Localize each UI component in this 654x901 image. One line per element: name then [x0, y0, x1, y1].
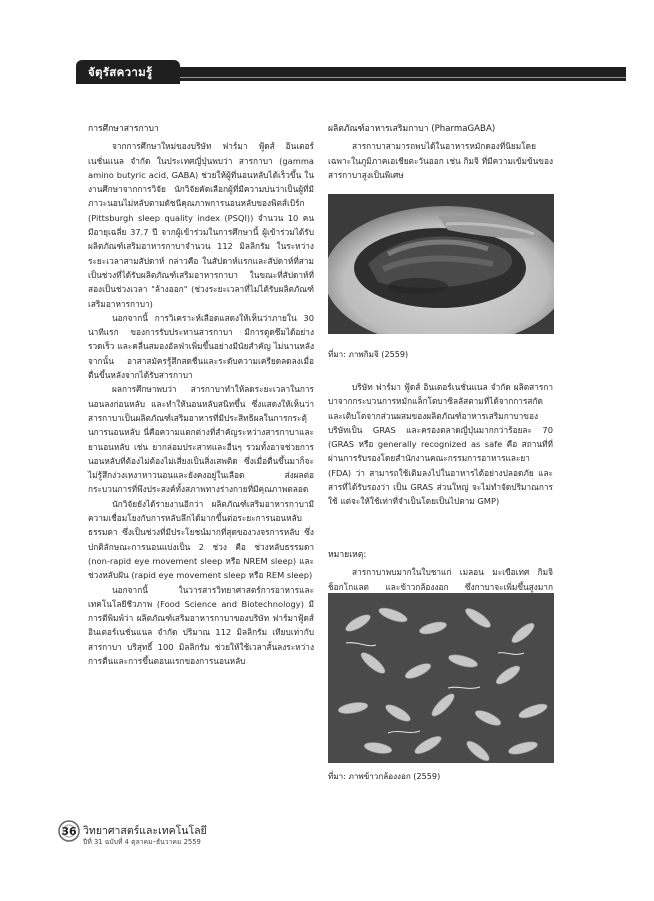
header-divider	[180, 77, 626, 78]
magazine-title: วิทยาศาสตร์และเทคโนโลยี	[83, 825, 207, 837]
paragraph: จากการศึกษาใหม่ของบริษัท ฟาร์มา ฟู้ดส์ อินเตอร์เนชั่นแนล จำกัด ในประเทศญี่ปุ่นพบว่า สารกาบา (gamma amino butyric acid, GABA) ช่วยให้ผู้ที่นอนหลับได้เร็วขึ้น ในงานศึกษาจากการวิจัย นักวิจัยคัดเลือกผู้ที่มีความบ่นว่าเป็นผู้ที่มีภาวะนอนไม่หลับตามดัชนีคุณภาพการนอนหลับของพิตส์เบิร์ก (Pittsburgh sleep quality index (PSQI)) จำนวน 10 คน มีอายุเฉลี่ย 37.7 ปี จากผู้เข้าร่วมในการศึกษานี้ ผู้เข้าร่วมได้รับผลิตภัณฑ์เสริมอาหารกาบาจำนวน 112 มิลลิกรัม ในระหว่างระยะเวลาสามสัปดาห์ กล่าวคือ ในสัปดาห์แรกและสัปดาห์ที่สามเป็นช่วงที่ได้รับผลิตภัณฑ์เสริมอาหารกาบา ในขณะที่สัปดาห์ที่สองเป็นช่วงเวลา "ล้างออก" (ช่วงระยะเวลาที่ไม่ได้รับผลิตภัณฑ์เสริมอาหารกาบา)	[88, 141, 314, 309]
page-number: 36	[61, 825, 77, 838]
issue-info: ปีที่ 31 ฉบับที่ 4 ตุลาคม–ธันวาคม 2559	[83, 838, 201, 846]
kimchi-photo-graphic	[328, 194, 554, 334]
paragraph: สารกาบาสามารถพบได้ในอาหารหมักดองที่นิยมโดยเฉพาะในภูมิภาคเอเชียตะวันออก เช่น กิมจิ ที่มีความเข้มข้นของสารกาบาสูงเป็นพิเศษ	[328, 141, 553, 180]
paragraph: ผลการศึกษาพบว่า สารกาบาทำให้ลดระยะเวลาในการนอนลงก่อนหลับ และทำให้นอนหลับสนิทขึ้น ซึ่งแสดงให้เห็นว่าสารกาบาเป็นผลิตภัณฑ์เสริมอาหารที่มีประสิทธิผลในการกระตุ้นการนอนหลับ นี่คือความแตกต่างที่สำคัญระหว่างสารกาบาและยานอนหลับ เช่น ยากล่อมประสาทและอื่นๆ รวมทั้งอาจช่วยการนอนหลับที่ต้องไม่ต้องไม่เสี่ยงเป็นสิ่งเสพติด ซึ่งเมื่อตื่นขึ้นมาก็จะไม่รู้สึกง่วงเหงาหาวนอนและยังคงอยู่ในเลือด ส่งผลต่อกระบวนการที่พึงประสงค์ทั้งสภาพทางร่างกายที่มีคุณภาพตลอด	[88, 384, 314, 495]
paragraph: บริษัท ฟาร์มา ฟู้ดส์ อินเตอร์เนชั่นแนล จำกัด ผลิตสารกาบาจากกระบวนการหมักแล็กโตบาซิลลัสตามที่ได้จากการสกัดและเติบโตจากส่วนผสมของผลิตภัณฑ์อาหารเสริมกาบาของบริษัทเป็น GRAS และครองตลาดญี่ปุ่นมากกว่าร้อยละ 70 (GRAS หรือ generally recognized as safe คือ สถานที่ที่ผ่านการรับรองโดยสำนักงานคณะกรรมการอาหารและยา (FDA) ว่า สามารถใช้เติมลงไปในอาหารได้อย่างปลอดภัย และสารที่ได้รับรองว่า เป็น GRAS ส่วนใหญ่ จะไม่ทำจัดปริมาณการใช้ แต่จะให้ใช้เท่าที่จำเป็นโดยเป็นไปตาม GMP)	[328, 382, 553, 507]
left-column	[88, 122, 314, 668]
note-heading: หมายเหตุ:	[328, 550, 367, 560]
rice-caption: ที่มา: ภาพข้าวกล้องงอก (2559)	[328, 771, 441, 781]
rice-photo-graphic	[328, 593, 554, 763]
paragraph: นอกจากนี้ การวิเคราะห์เลือดแสดงให้เห็นว่าภายใน 30 นาทีแรก ของการรับประทานสารกาบา มีการดูดซึมได้อย่างรวดเร็ว และคลื่นสมองอัลฟ่าเพิ่มขึ้นอย่างมีนัยสำคัญ ไม่นานหลังจากนั้น อาสาสมัครรู้สึกสดชื่นและระดับความเครียดลดลงเมื่อตื่นขึ้นหลังจากได้รับสารกาบา	[88, 312, 314, 381]
paragraph: นักวิจัยยังได้รายงานอีกว่า ผลิตภัณฑ์เสริมอาหารกาบามีความเชื่อมโยงกับการหลับลึกได้มากขึ้นต่อระยะการนอนหลับธรรมดา ซึ่งเป็นช่วงที่มีประโยชน์มากที่สุดของวงจรการหลับ ซึ่งปกติลักษณะการนอนแบ่งเป็น 2 ช่วง คือ ช่วงหลับธรรมดา (non-rapid eye movement sleep หรือ NREM sleep) และช่วงหลับฝัน (rapid eye movement sleep หรือ REM sleep)	[88, 498, 314, 581]
kimchi-photo	[328, 194, 554, 334]
left-heading: การศึกษาสารกาบา	[88, 124, 159, 134]
section-title: จัตุรัสความรู้	[88, 65, 153, 79]
note-text: สารกาบาพบมากในใบชาแก่ เมลอน มะเขือเทศ กิมจิ ช็อกโกแลต และข้าวกล้องงอก ซึ่งกาบาจะเพิ่มขึ้นสูงมาก	[328, 567, 553, 592]
right-heading: ผลิตภัณฑ์อาหารเสริมกาบา (PharmaGABA)	[328, 124, 496, 134]
paragraph: นอกจากนี้ ในวารสารวิทยาศาสตร์การอาหารและเทคโนโลยีชีวภาพ (Food Science and Biotechnology) มีการตีพิมพ์ว่า ผลิตภัณฑ์เสริมอาหารกาบาของบริษัท ฟาร์มาฟู้ดส์ อินเตอร์เนชั่นแนล จำกัด ปริมาณ 112 มิลลิกรัม เทียบเท่ากับสารกาบา บริสุทธิ์ 100 มิลลิกรัม ช่วยให้ใช้เวลาสั้นลงระหว่างการตื่นและการขึ้นตอนแรกของการนอนหลับ	[88, 584, 314, 666]
germinated-brown-rice-photo	[328, 593, 554, 763]
kimchi-caption: ที่มา: ภาพกิมจิ (2559)	[328, 349, 409, 359]
right-column-middle	[328, 380, 553, 509]
right-column-top	[328, 122, 553, 182]
